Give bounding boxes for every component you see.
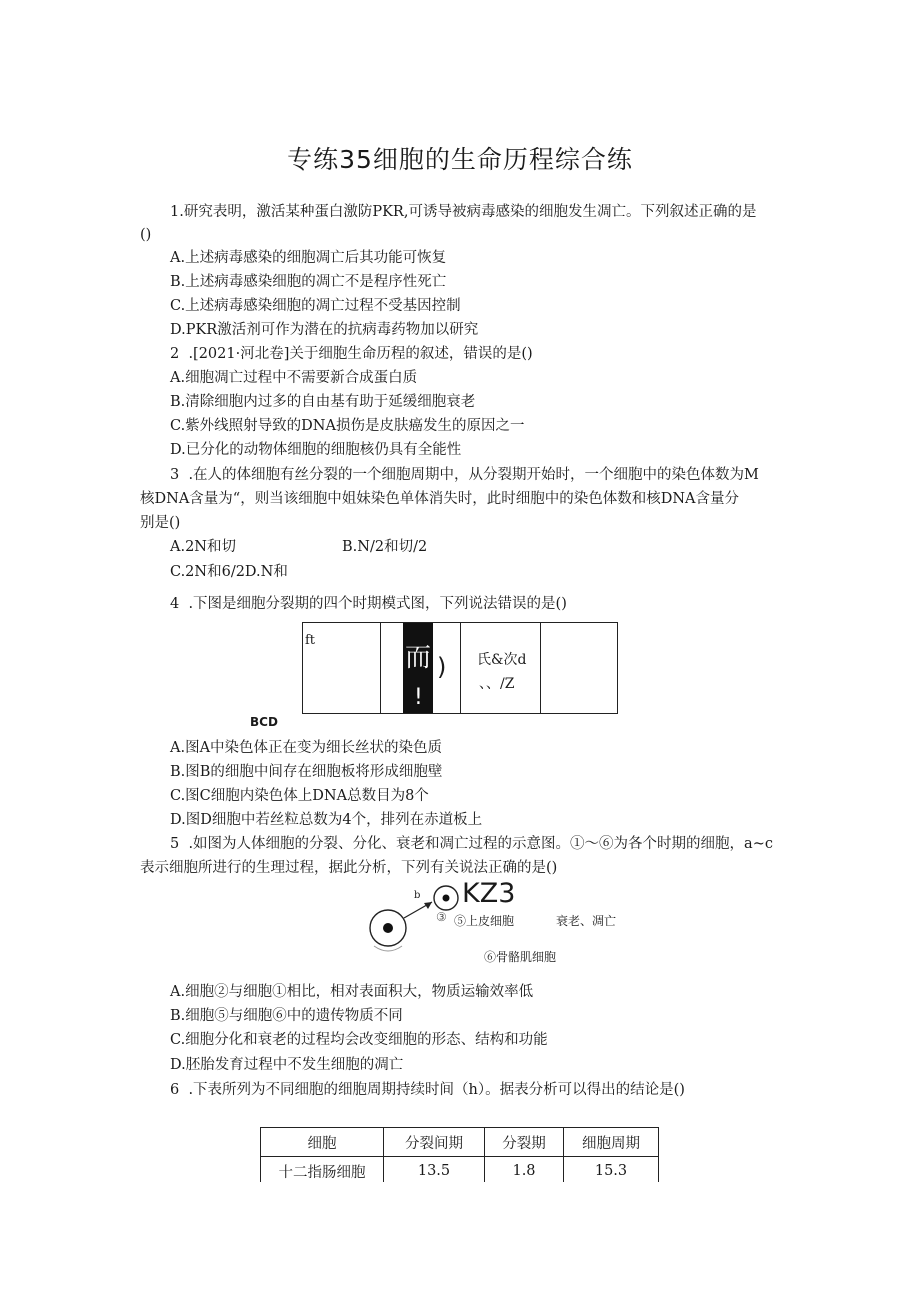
q3-stem-cont: 核DNA含量为“，则当该细胞中姐妹染色单体消失时，此时细胞中的染色体数和核DNA含量分 [140, 491, 739, 507]
label-aging-apoptosis: 衰老、凋亡 [556, 914, 617, 928]
table-header-cell: 细胞周期 [564, 1128, 659, 1157]
panel-b-glyph: 而 [405, 643, 432, 673]
table-header-cell: 细胞 [261, 1128, 384, 1157]
table-header-row [261, 1128, 659, 1157]
q3-option-b: B.N/2和切/2 [342, 539, 428, 555]
table-header-cell: 分裂期 [485, 1128, 564, 1157]
q3-option-cd: C.2N和6/2D.N和 [170, 564, 288, 580]
figure-labels: BCD [250, 715, 278, 729]
q2-stem: 2 .[2021·河北卷]关于细胞生命历程的叙述，错误的是() [170, 346, 533, 362]
q2-option-a: A.细胞凋亡过程中不需要新合成蛋白质 [170, 370, 418, 386]
q3-option-a: A.2N和切 [170, 539, 236, 555]
cell-2-nucleus [443, 895, 450, 902]
table-cell: 13.5 [384, 1157, 485, 1186]
panel-a-text: ft [305, 633, 316, 648]
figure-panel-c [461, 623, 541, 713]
q4-option-b: B.图B的细胞中间存在细胞板将形成细胞壁 [170, 764, 443, 780]
q2-option-b: B.清除细胞内过多的自由基有助于延缓细胞衰老 [170, 394, 476, 410]
table-header-cell: 分裂间期 [384, 1128, 485, 1157]
q2-option-c: C.紫外线照射导致的DNA损伤是皮肤癌发生的原因之一 [170, 418, 525, 434]
q5-option-b: B.细胞⑤与细胞⑥中的遗传物质不同 [170, 1008, 403, 1024]
q1-stem: 1.研究表明，激活某种蛋白激防PKR,可诱导被病毒感染的细胞发生凋亡。下列叙述正确的是 [170, 204, 757, 220]
panel-c-line2: 、、/Z [479, 676, 515, 692]
figure-panel-b [381, 623, 461, 713]
panel-b-paren: ) [437, 653, 447, 681]
figure-panel-d [541, 623, 619, 713]
cell-lifecycle-figure [360, 880, 650, 970]
table-cell: 1.8 [485, 1157, 564, 1186]
panel-b-mark: ! [414, 685, 423, 710]
q1-stem-cont: () [140, 227, 152, 243]
cell-cycle-table [260, 1127, 659, 1186]
q1-option-b: B.上述病毒感染细胞的凋亡不是程序性死亡 [170, 274, 447, 290]
q5-stem: 5 .如图为人体细胞的分裂、分化、衰老和凋亡过程的示意图。①～⑥为各个时期的细胞，a~c [170, 836, 773, 852]
page-title: 专练35细胞的生命历程综合练 [287, 145, 633, 174]
cell-shadow [374, 946, 402, 951]
page-cutoff [255, 1182, 675, 1222]
label-b: b [414, 890, 421, 901]
q5-option-c: C.细胞分化和衰老的过程均会改变细胞的形态、结构和功能 [170, 1032, 548, 1048]
table-cell: 十二指肠细胞 [261, 1157, 384, 1186]
q4-option-a: A.图A中染色体正在变为细长丝状的染色质 [170, 740, 443, 756]
label-epithelial: ⑤上皮细胞 [454, 914, 515, 928]
q3-stem-end: 别是() [140, 515, 181, 531]
q2-option-d: D.已分化的动物体细胞的细胞核仍具有全能性 [170, 442, 462, 458]
figure-panel-a [303, 623, 381, 713]
q4-option-d: D.图D细胞中若丝粒总数为4个，排列在赤道板上 [170, 812, 483, 828]
cell-1-nucleus [383, 923, 393, 933]
q1-option-a: A.上述病毒感染的细胞凋亡后其功能可恢复 [170, 250, 447, 266]
q4-option-c: C.图C细胞内染色体上DNA总数目为8个 [170, 788, 429, 804]
q1-option-d: D.PKR激活剂可作为潜在的抗病毒药物加以研究 [170, 322, 479, 338]
label-kz3: KZ3 [462, 878, 516, 909]
table-cell: 15.3 [564, 1157, 659, 1186]
panel-b-dark-region [403, 623, 433, 713]
q5-stem-cont: 表示细胞所进行的生理过程，据此分析，下列有关说法正确的是() [140, 860, 558, 876]
label-skeletal-muscle: ⑥骨骼肌细胞 [484, 950, 557, 964]
panel-c-line1: 氏&次d [477, 652, 527, 668]
label-3: ③ [436, 910, 447, 924]
q5-option-d: D.胚胎发育过程中不发生细胞的凋亡 [170, 1057, 404, 1073]
cell-division-figure [302, 622, 618, 714]
q1-option-c: C.上述病毒感染细胞的凋亡过程不受基因控制 [170, 298, 461, 314]
q5-option-a: A.细胞②与细胞①相比，相对表面积大，物质运输效率低 [170, 984, 534, 1000]
q3-stem: 3 .在人的体细胞有丝分裂的一个细胞周期中，从分裂期开始时，一个细胞中的染色体数为M [170, 467, 759, 483]
q6-stem: 6 .下表所列为不同细胞的细胞周期持续时间（h）。据表分析可以得出的结论是() [170, 1082, 685, 1098]
q4-stem: 4 .下图是细胞分裂期的四个时期模式图，下列说法错误的是() [170, 596, 567, 612]
